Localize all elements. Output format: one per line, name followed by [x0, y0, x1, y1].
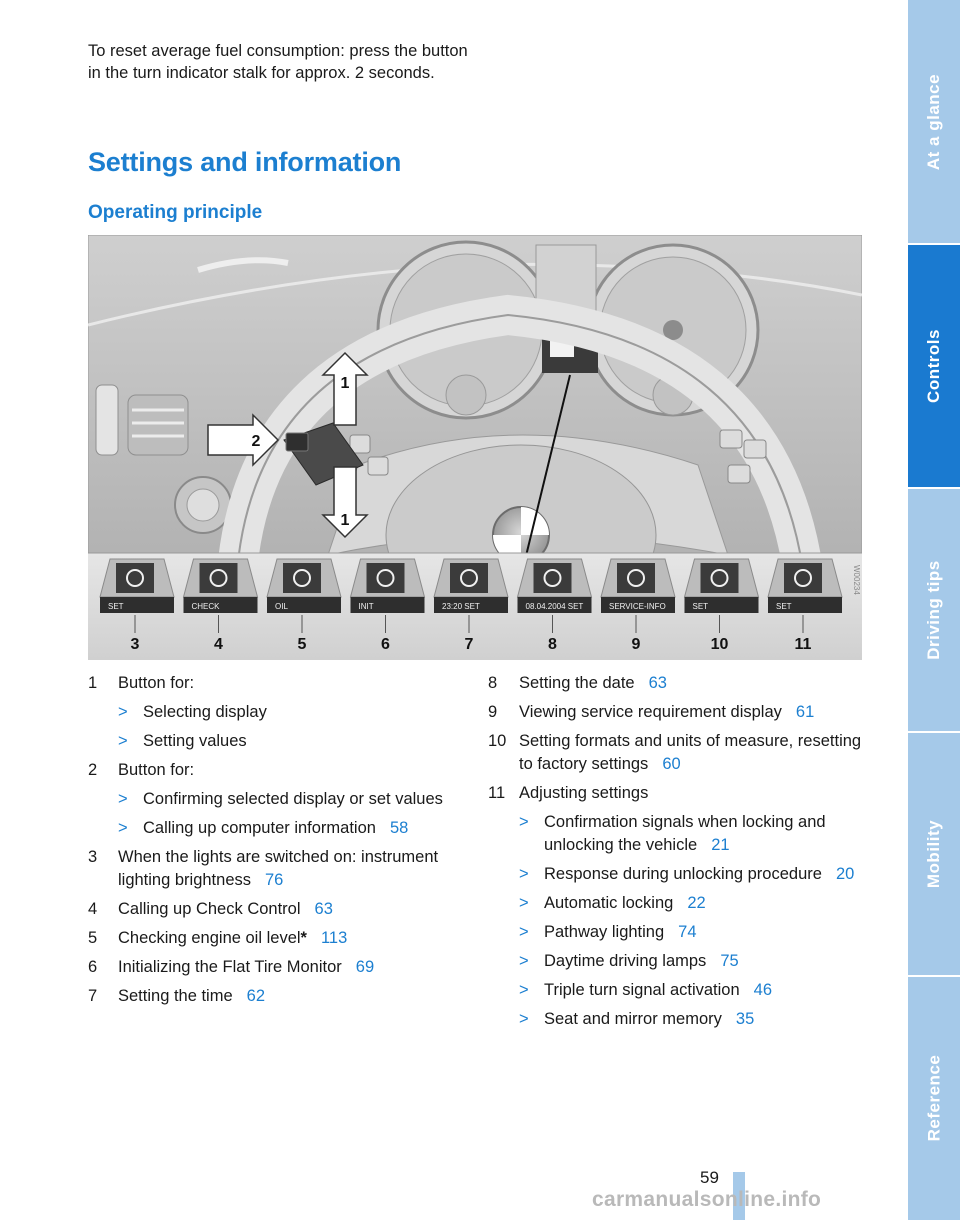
- legend-subitem-text: Confirming selected display or set values: [143, 790, 443, 808]
- display-button-label: OIL: [275, 602, 288, 611]
- dashboard-illustration: [88, 235, 862, 660]
- page-reference-link[interactable]: 58: [389, 819, 409, 837]
- tab-separator: [908, 487, 960, 489]
- callout-number: 9: [631, 636, 641, 653]
- display-button-label: SET: [776, 602, 792, 611]
- legend-item-6: [88, 956, 463, 979]
- legend-number: 6: [88, 958, 98, 976]
- legend-item-11: [488, 782, 863, 1031]
- legend-subitem: [519, 863, 863, 886]
- page-reference-link[interactable]: 69: [355, 958, 375, 976]
- callout-number: 5: [297, 636, 307, 653]
- callout-2: 2: [251, 433, 261, 450]
- legend-subitem-text: Calling up computer information: [143, 819, 376, 837]
- page-reference-link[interactable]: 76: [265, 871, 284, 889]
- legend-item-2: [88, 759, 463, 840]
- legend-number: 1: [88, 674, 98, 692]
- legend-text: Calling up Check Control: [118, 900, 301, 918]
- page-reference-link[interactable]: 62: [246, 987, 266, 1005]
- callout-number: 11: [794, 636, 812, 653]
- display-button-label: SERVICE-INFO: [609, 602, 666, 611]
- tab-separator: [908, 243, 960, 245]
- legend-number: 9: [488, 703, 498, 721]
- tab-label: Mobility: [924, 819, 943, 889]
- page-reference-link[interactable]: 75: [720, 952, 739, 970]
- legend-number: 3: [88, 848, 98, 866]
- legend-subitem: [118, 701, 463, 724]
- callout-number: 8: [548, 636, 557, 653]
- bullet-arrow-icon: >: [519, 923, 529, 941]
- key-icon: [784, 563, 822, 593]
- clock-icon: [450, 563, 488, 593]
- subsection-title: Operating principle: [88, 202, 263, 223]
- legend-text: Checking engine oil level: [118, 929, 301, 947]
- legend-list-right: [488, 672, 863, 1037]
- legend-item-5: [88, 927, 463, 950]
- display-button-label: 08.04.2004 SET: [525, 602, 584, 611]
- legend-subitem: [118, 730, 463, 753]
- legend-text: Adjusting settings: [519, 784, 649, 802]
- calendar-icon: [534, 563, 572, 593]
- legend-item-9: [488, 701, 863, 724]
- legend-subitem-text: Triple turn signal activation: [544, 981, 740, 999]
- legend-number: 2: [88, 761, 98, 779]
- key-units-icon: [701, 563, 739, 593]
- bullet-arrow-icon: >: [519, 952, 529, 970]
- legend-item-4: [88, 898, 463, 921]
- legend-subitem: [118, 817, 463, 840]
- tab-at-a-glance[interactable]: [908, 0, 960, 244]
- bullet-arrow-icon: >: [519, 865, 529, 883]
- legend-subitem: [519, 921, 863, 944]
- legend-subitem: [118, 788, 463, 811]
- page-reference-link[interactable]: 35: [735, 1010, 755, 1028]
- tab-label: At a glance: [924, 73, 944, 171]
- legend-subitem: [519, 979, 863, 1002]
- legend-number: 7: [88, 987, 98, 1005]
- legend-subitem-text: Daytime driving lamps: [544, 952, 707, 970]
- chapter-sidebar: [908, 0, 960, 1220]
- legend-text: Setting the time: [118, 987, 233, 1005]
- air-vent: [96, 385, 188, 455]
- legend-item-1: [88, 672, 463, 753]
- page-reference-link[interactable]: 60: [662, 755, 681, 773]
- legend-item-7: [88, 985, 463, 1008]
- legend-text: Initializing the Flat Tire Monitor: [118, 958, 342, 976]
- bullet-arrow-icon: >: [519, 894, 529, 912]
- tab-controls[interactable]: [908, 244, 960, 488]
- tab-separator: [908, 731, 960, 733]
- bullet-arrow-icon: >: [519, 981, 529, 999]
- legend-number: 11: [488, 784, 506, 802]
- brightness-icon: [116, 563, 154, 593]
- page-reference-link[interactable]: 113: [320, 929, 348, 947]
- tab-reference[interactable]: [908, 976, 960, 1220]
- display-button-label: SET: [108, 602, 124, 611]
- bullet-arrow-icon: >: [118, 819, 128, 837]
- bullet-arrow-icon: >: [519, 1010, 529, 1028]
- callout-1-bottom: 1: [340, 512, 350, 529]
- page-reference-link[interactable]: 46: [753, 981, 773, 999]
- page-reference-link[interactable]: 21: [711, 836, 730, 854]
- tab-separator: [908, 975, 960, 977]
- legend-subitem-text: Setting values: [143, 732, 247, 750]
- callout-number: 7: [464, 636, 474, 653]
- display-button-label: SET: [692, 602, 709, 611]
- bullet-arrow-icon: >: [118, 790, 128, 808]
- legend-subitem-text: Selecting display: [143, 703, 267, 721]
- callout-number: 6: [381, 636, 390, 653]
- page-reference-link[interactable]: 74: [678, 923, 697, 941]
- image-code: W00234: [852, 565, 861, 595]
- display-button-label: INIT: [358, 602, 374, 611]
- legend-number: 8: [488, 674, 498, 692]
- legend-subitem-text: Confirmation signals when locking and unlocking the vehicle: [544, 813, 826, 854]
- intro-paragraph: To reset average fuel consumption: press the button in the turn indicator stalk for approx. 2 seconds.: [88, 42, 468, 82]
- legend-list-left: [88, 672, 463, 1014]
- legend-item-10: [488, 730, 863, 776]
- legend-subitem-text: Seat and mirror memory: [544, 1010, 722, 1028]
- legend-subitem: [519, 892, 863, 915]
- legend-number: 4: [88, 900, 98, 918]
- page-reference-link[interactable]: 22: [687, 894, 706, 912]
- legend-item-3: [88, 846, 463, 892]
- page-reference-link[interactable]: 20: [835, 865, 855, 883]
- bullet-arrow-icon: >: [519, 813, 529, 831]
- display-button-label: CHECK: [191, 602, 220, 611]
- tab-label: Driving tips: [924, 560, 944, 660]
- legend-text: Viewing service requirement display: [519, 703, 782, 721]
- page-reference-link[interactable]: 63: [314, 900, 333, 918]
- section-title: Settings and information: [88, 147, 402, 177]
- legend-number: 5: [88, 929, 98, 947]
- page-reference-link[interactable]: 63: [648, 674, 667, 692]
- legend-text: When the lights are switched on: instrument lighting brightness: [118, 848, 439, 889]
- display-button-label: 23:20 SET: [442, 602, 480, 611]
- car-icon: [200, 563, 238, 593]
- legend-text: Button for:: [118, 674, 195, 692]
- page-reference-link[interactable]: 61: [795, 703, 815, 721]
- callout-1-top: 1: [340, 375, 350, 392]
- legend-subitem: [519, 811, 863, 857]
- car-service-icon: [617, 563, 655, 593]
- optional-equipment-star: *: [300, 929, 307, 947]
- tab-mobility[interactable]: [908, 732, 960, 976]
- tab-label: Controls: [924, 329, 944, 403]
- bullet-arrow-icon: >: [118, 732, 128, 750]
- legend-text: Setting formats and units of measure, resetting to factory settings: [519, 732, 862, 773]
- page-number: 59: [700, 1168, 719, 1187]
- watermark: carmanualsonline.info: [592, 1188, 822, 1211]
- legend-text: Button for:: [118, 761, 195, 779]
- legend-subitem-text: Response during unlocking procedure: [544, 865, 822, 883]
- legend-subitem-text: Pathway lighting: [544, 923, 665, 941]
- tire-pressure-icon: [367, 563, 405, 593]
- tab-driving-tips[interactable]: [908, 488, 960, 732]
- legend-subitem: [519, 1008, 863, 1031]
- legend-number: 10: [488, 732, 507, 750]
- callout-number: 10: [710, 636, 729, 653]
- legend-subitem-text: Automatic locking: [544, 894, 674, 912]
- legend-text: Setting the date: [519, 674, 635, 692]
- legend-subitem: [519, 950, 863, 973]
- oil-can-icon: [283, 563, 321, 593]
- bullet-arrow-icon: >: [118, 703, 128, 721]
- callout-number: 3: [130, 636, 140, 653]
- callout-number: 4: [214, 636, 223, 653]
- legend-item-8: [488, 672, 863, 695]
- dashboard-illustration-svg: [88, 235, 862, 660]
- tab-label: Reference: [924, 1054, 943, 1142]
